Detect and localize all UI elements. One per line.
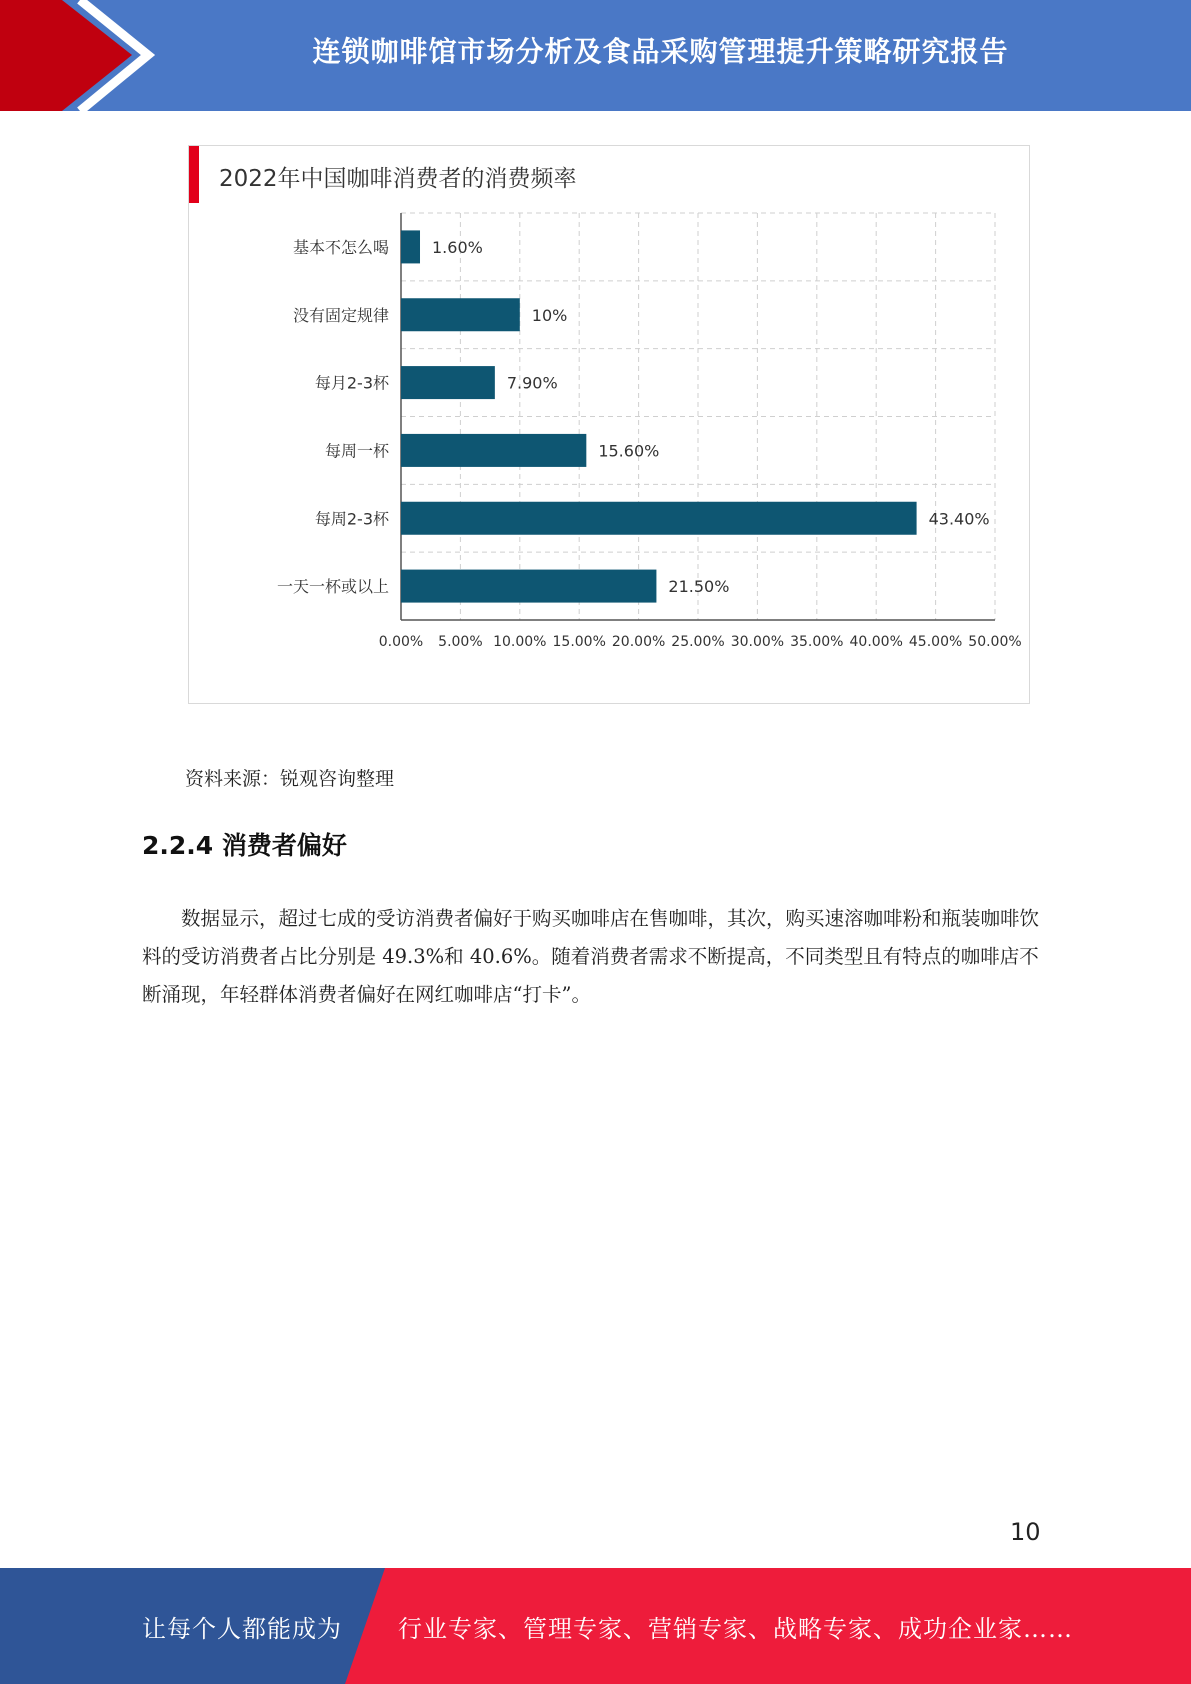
footer-slogan: 让每个人都能成为 <box>142 1615 342 1643</box>
header-chevron-decoration <box>0 0 160 111</box>
report-header <box>0 0 1191 111</box>
data-label: 15.60% <box>598 441 660 461</box>
category-label: 每周一杯 <box>324 441 389 461</box>
bar-0 <box>401 230 420 263</box>
bar-chart <box>188 145 1030 704</box>
x-tick-label: 25.00% <box>671 634 725 650</box>
body-paragraph: 数据显示，超过七成的受访消费者偏好于购买咖啡店在售咖啡，其次，购买速溶咖啡粉和瓶装咖啡饮料的受访消费者占比分别是 49.3%和 40.6%。随着消费者需求不断提高，不同类型且有特点的咖啡店不断涌现，年轻群体消费者偏好在网红咖啡店“打卡”。 <box>142 907 1040 1006</box>
category-label: 每周2-3杯 <box>314 509 389 529</box>
x-tick-label: 10.00% <box>493 634 547 650</box>
footer-banner <box>0 1568 1191 1684</box>
x-tick-label: 20.00% <box>611 634 666 650</box>
data-label: 10% <box>531 305 568 325</box>
x-tick-label: 50.00% <box>968 634 1022 650</box>
bar-1 <box>401 298 520 331</box>
category-label: 没有固定规律 <box>292 305 389 325</box>
category-label: 基本不怎么喝 <box>292 237 389 257</box>
x-tick-label: 15.00% <box>552 634 606 650</box>
data-label: 43.40% <box>928 509 990 529</box>
x-tick-label: 45.00% <box>908 634 963 650</box>
bar-5 <box>401 570 656 603</box>
x-tick-label: 40.00% <box>849 634 903 650</box>
x-tick-label: 0.00% <box>378 634 424 650</box>
x-tick-label: 5.00% <box>438 634 483 650</box>
x-tick-label: 30.00% <box>730 634 785 650</box>
data-label: 21.50% <box>668 577 730 597</box>
bar-4 <box>401 502 917 535</box>
data-label: 1.60% <box>432 237 483 257</box>
x-tick-label: 35.00% <box>790 634 844 650</box>
bar-2 <box>401 366 495 399</box>
report-title: 连锁咖啡馆市场分析及食品采购管理提升策略研究报告 <box>312 35 1009 68</box>
data-label: 7.90% <box>506 373 558 393</box>
section-heading: 2.2.4 消费者偏好 <box>142 831 347 860</box>
chart-title: 2022年中国咖啡消费者的消费频率 <box>219 166 577 192</box>
source-note: 资料来源：锐观咨询整理 <box>185 768 395 790</box>
category-label: 一天一杯或以上 <box>276 577 389 597</box>
bar-3 <box>401 434 586 467</box>
category-label: 每月2-3杯 <box>314 373 389 393</box>
page-number: 10 <box>1010 1518 1041 1546</box>
footer-roles: 行业专家、管理专家、营销专家、战略专家、成功企业家…… <box>398 1615 1073 1643</box>
chart-plot <box>189 146 1029 703</box>
